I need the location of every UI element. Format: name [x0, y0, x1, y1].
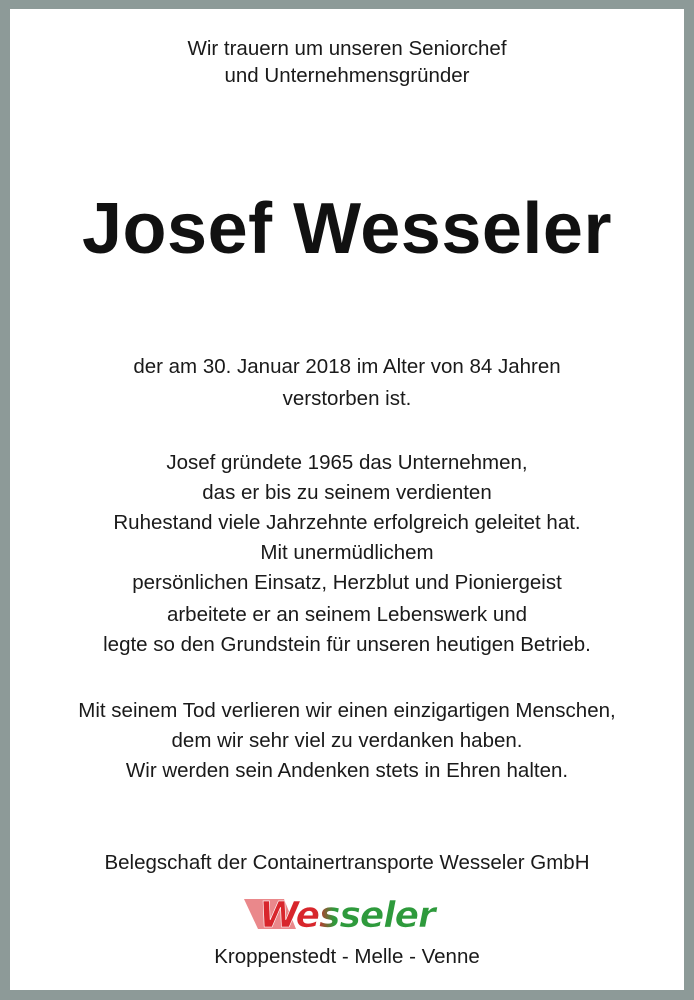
- tribute-line: Josef gründete 1965 das Unternehmen,: [166, 451, 528, 474]
- signature: Belegschaft der Containertransporte Wesseler GmbH: [104, 851, 590, 874]
- tribute-line: arbeitete er an seinem Lebenswerk und: [166, 603, 528, 626]
- closing-line: Mit seinem Tod verlieren wir einen einzigartigen Menschen,: [78, 699, 616, 722]
- wesseler-logo: [244, 891, 450, 937]
- death-notice-line-2: verstorben ist.: [282, 387, 412, 410]
- locations: Kroppenstedt - Melle - Venne: [214, 945, 480, 968]
- death-notice-line-1: der am 30. Januar 2018 im Alter von 84 Jahren: [133, 355, 561, 378]
- heading-line-2: und Unternehmensgründer: [224, 64, 470, 87]
- closing-line: Wir werden sein Andenken stets in Ehren halten.: [125, 759, 569, 782]
- tribute-line: Mit unermüdlichem: [260, 541, 434, 564]
- tribute-line: persönlichen Einsatz, Herzblut und Pioniergeist: [132, 571, 562, 594]
- tribute-line: Ruhestand viele Jahrzehnte erfolgreich geleitet hat.: [113, 511, 581, 534]
- tribute-line: legte so den Grundstein für unseren heutigen Betrieb.: [103, 633, 591, 656]
- closing-line: dem wir sehr viel zu verdanken haben.: [171, 729, 523, 752]
- tribute-line: das er bis zu seinem verdienten: [202, 481, 492, 504]
- heading-line-1: Wir trauern um unseren Seniorchef: [187, 37, 507, 60]
- deceased-name: Josef Wesseler: [82, 189, 612, 269]
- logo-wordmark: Wesseler: [259, 895, 435, 936]
- obituary-card: [10, 9, 684, 990]
